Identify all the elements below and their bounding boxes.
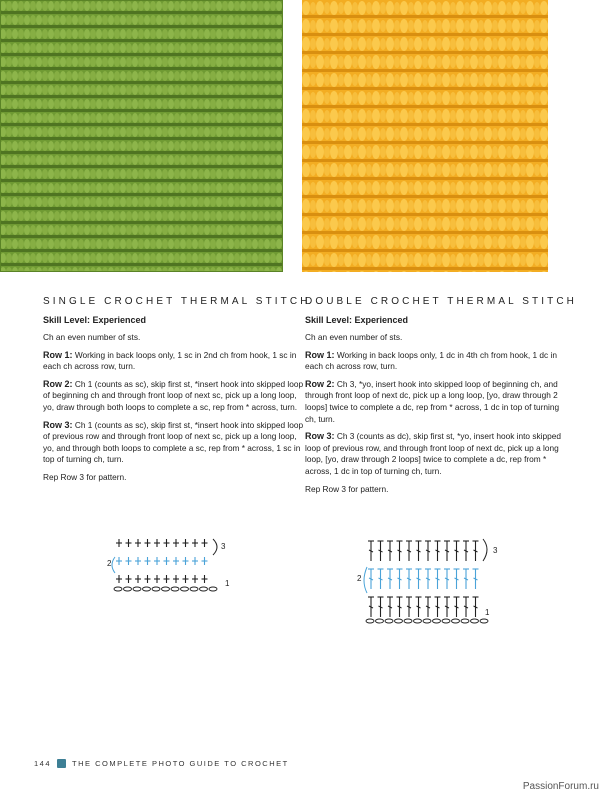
dc-symbol <box>454 541 460 561</box>
dc-symbol <box>425 541 431 561</box>
dc-symbol <box>425 569 431 589</box>
row-label: Row 2: <box>43 378 73 389</box>
watermark: PassionForum.ru <box>522 781 599 792</box>
section-title: DOUBLE CROCHET THERMAL STITCH <box>305 296 577 307</box>
row-text: Ch 1 (counts as sc), skip first st, *insert hook into skipped loop of previous row and through front loop of next sc, pick up a long loop, yo, and through both loops to complete a sc, rep from * across, 1 sc in top of turning ch, turn. <box>43 419 304 465</box>
sc-symbol <box>173 539 179 547</box>
chain-symbol <box>209 587 217 591</box>
dc-symbol <box>473 541 479 561</box>
turning-chain <box>112 557 115 573</box>
dc-symbol <box>368 569 374 589</box>
chain-symbol <box>385 619 393 623</box>
dc-symbol <box>416 541 422 561</box>
dc-symbol <box>444 541 450 561</box>
sc-symbol <box>135 575 141 583</box>
sc-symbol <box>183 575 189 583</box>
intro-text: Ch an even number of sts. <box>43 332 141 342</box>
dc-symbol <box>416 569 422 589</box>
skill-level: Skill Level: Experienced <box>43 315 147 325</box>
double-crochet-section <box>305 296 577 501</box>
sc-symbol <box>202 557 208 565</box>
book-title: THE COMPLETE PHOTO GUIDE TO CROCHET <box>72 759 289 768</box>
chain-symbol <box>480 619 488 623</box>
sc-symbol <box>192 539 198 547</box>
repeat-text: Rep Row 3 for pattern. <box>305 483 389 494</box>
dc-symbol <box>435 569 441 589</box>
row-text: Ch 3, *yo, insert hook into skipped loop of beginning ch, and through front loop of next dc, pick up a long loop, [yo, draw through 2 loops] twice to complete a dc, rep from * across, 1 dc in top of turning ch, turn. <box>305 378 560 424</box>
row-label: Row 1: <box>43 349 73 360</box>
dc-symbol <box>368 541 374 561</box>
sc-symbol <box>164 557 170 565</box>
sc-symbol <box>173 575 179 583</box>
dc-symbol <box>454 569 460 589</box>
dc-symbol <box>406 541 412 561</box>
row-text: Ch 3 (counts as dc), skip first st, *yo, insert hook into skipped loop of previous row, and through front loop of next dc, pick up a long loop, [yo, draw through 2 loops] twice to complete a dc, rep from * across, 1 dc in top of turning ch, turn. <box>305 431 561 476</box>
skill-level: Skill Level: Experienced <box>305 315 409 325</box>
yellow-swatch-photo <box>302 0 548 272</box>
chain-symbol <box>461 619 469 623</box>
turning-chain <box>364 567 367 593</box>
dc-symbol <box>444 569 450 589</box>
sc-symbol <box>202 539 208 547</box>
row-number: 3 <box>493 546 498 555</box>
sc-symbol <box>164 539 170 547</box>
sc-symbol <box>192 557 198 565</box>
sc-symbol <box>126 575 132 583</box>
sc-symbol <box>116 539 122 547</box>
chain-symbol <box>376 619 384 623</box>
book-logo-icon <box>57 759 66 768</box>
sc-symbol <box>145 557 151 565</box>
dc-symbol <box>378 597 384 617</box>
dc-symbol <box>368 597 374 617</box>
dc-symbol <box>463 541 469 561</box>
row-text: Working in back loops only, 1 sc in 2nd ch from hook, 1 sc in each ch across row, turn. <box>43 349 297 372</box>
sc-symbol <box>173 557 179 565</box>
chain-symbol <box>366 619 374 623</box>
dc-symbol <box>463 597 469 617</box>
row-1-instruction <box>305 350 567 373</box>
row-2-instruction <box>43 379 305 414</box>
dc-symbol <box>425 597 431 617</box>
row-number: 1 <box>225 579 230 588</box>
dc-symbol <box>387 597 393 617</box>
chain-symbol <box>433 619 441 623</box>
chain-symbol <box>200 587 208 591</box>
page-footer <box>34 759 289 768</box>
chain-symbol <box>442 619 450 623</box>
dc-symbol <box>387 541 393 561</box>
row-number: 1 <box>485 608 490 617</box>
sc-symbol <box>135 557 141 565</box>
chain-symbol <box>181 587 189 591</box>
chain-symbol <box>471 619 479 623</box>
dc-symbol <box>397 541 403 561</box>
sc-symbol <box>202 575 208 583</box>
single-crochet-chart <box>105 535 235 595</box>
chain-symbol <box>423 619 431 623</box>
single-crochet-section <box>43 296 311 490</box>
row-label: Row 3: <box>43 419 73 430</box>
chain-symbol <box>452 619 460 623</box>
dc-symbol <box>454 597 460 617</box>
sc-symbol <box>126 539 132 547</box>
turning-chain <box>213 539 217 555</box>
chain-symbol <box>124 587 132 591</box>
dc-symbol <box>473 569 479 589</box>
dc-symbol <box>435 541 441 561</box>
sc-symbol <box>192 575 198 583</box>
sc-symbol <box>145 575 151 583</box>
dc-symbol <box>416 597 422 617</box>
row-number: 2 <box>357 574 362 583</box>
chain-symbol <box>190 587 198 591</box>
chain-symbol <box>133 587 141 591</box>
chain-symbol <box>152 587 160 591</box>
double-crochet-chart <box>355 535 505 627</box>
row-1-instruction <box>43 350 305 373</box>
sc-symbol <box>116 575 122 583</box>
row-label: Row 3: <box>305 431 335 442</box>
row-number: 2 <box>107 559 112 568</box>
sc-symbol <box>183 557 189 565</box>
sc-symbol <box>135 539 141 547</box>
dc-symbol <box>406 597 412 617</box>
chain-symbol <box>414 619 422 623</box>
sc-symbol <box>145 539 151 547</box>
sc-symbol <box>164 575 170 583</box>
row-text: Working in back loops only, 1 dc in 4th ch from hook, 1 dc in each ch across row, turn. <box>305 349 557 372</box>
intro-text: Ch an even number of sts. <box>305 332 403 342</box>
chain-symbol <box>143 587 151 591</box>
green-swatch-photo <box>0 0 283 272</box>
row-label: Row 1: <box>305 349 335 360</box>
turning-chain <box>483 539 487 561</box>
dc-symbol <box>473 597 479 617</box>
dc-symbol <box>397 597 403 617</box>
sc-symbol <box>154 575 160 583</box>
dc-symbol <box>463 569 469 589</box>
dc-symbol <box>378 541 384 561</box>
dc-symbol <box>378 569 384 589</box>
dc-symbol <box>444 597 450 617</box>
dc-symbol <box>387 569 393 589</box>
dc-symbol <box>406 569 412 589</box>
page-number: 144 <box>34 759 52 768</box>
sc-symbol <box>154 539 160 547</box>
row-label: Row 2: <box>305 378 335 389</box>
chain-symbol <box>162 587 170 591</box>
row-3-instruction <box>43 420 305 466</box>
chain-symbol <box>395 619 403 623</box>
section-title: SINGLE CROCHET THERMAL STITCH <box>43 296 311 307</box>
sc-symbol <box>116 557 122 565</box>
row-2-instruction <box>305 379 567 425</box>
row-number: 3 <box>221 542 226 551</box>
dc-symbol <box>397 569 403 589</box>
row-text: Ch 1 (counts as sc), skip first st, *insert hook into skipped loop of beginning ch and through front loop of next sc, pick up a long loop, yo, draw through both loops to complete a sc, rep from * across, turn. <box>43 378 304 412</box>
sc-symbol <box>183 539 189 547</box>
sc-symbol <box>126 557 132 565</box>
chain-symbol <box>114 587 122 591</box>
repeat-text: Rep Row 3 for pattern. <box>43 471 127 482</box>
dc-symbol <box>435 597 441 617</box>
row-3-instruction <box>305 431 567 477</box>
chain-symbol <box>171 587 179 591</box>
chain-symbol <box>404 619 412 623</box>
sc-symbol <box>154 557 160 565</box>
